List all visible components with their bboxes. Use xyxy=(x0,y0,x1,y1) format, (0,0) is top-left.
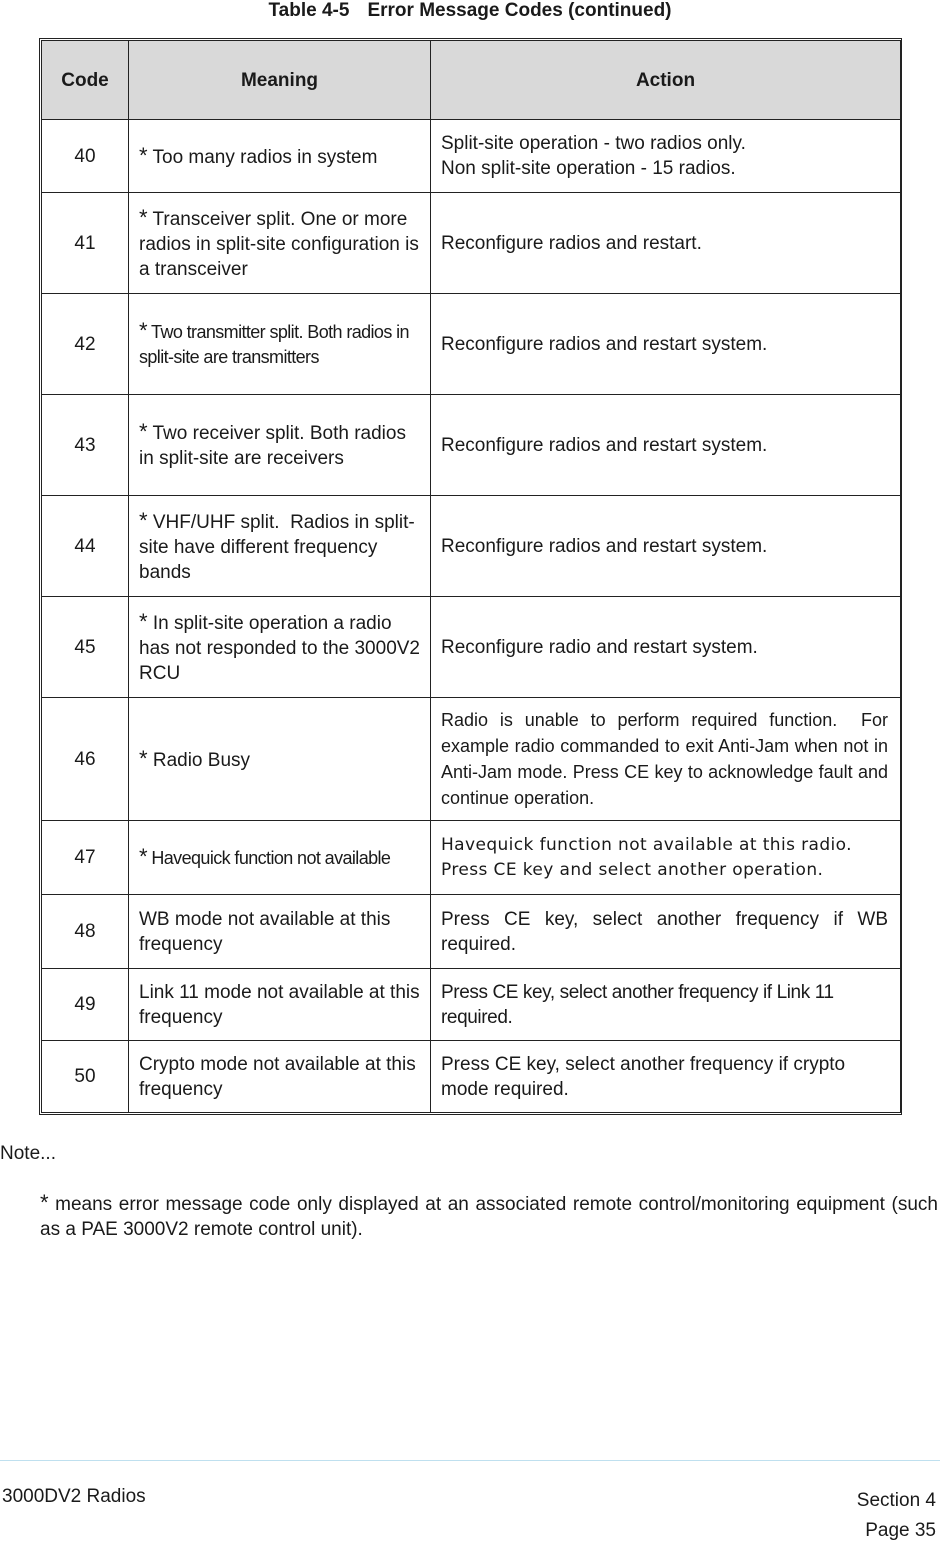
asterisk-marker: * xyxy=(139,608,148,634)
asterisk-marker: * xyxy=(139,419,148,444)
header-action: Action xyxy=(431,41,901,120)
meaning-cell xyxy=(129,698,431,821)
code-cell: 49 xyxy=(42,969,129,1041)
action-cell xyxy=(431,821,901,895)
action-line: Split-site operation - two radios only. xyxy=(441,133,746,154)
meaning-cell xyxy=(129,395,431,496)
meaning-text: Two transmitter split. Both radios in split-site are transmitters xyxy=(139,322,409,367)
error-codes-table-frame xyxy=(39,38,902,1115)
table-caption: Error Message Codes (continued) xyxy=(367,0,672,21)
note-body: means error message code only displayed at an associated remote control/monitoring equipment (such as a PAE 3000V2 remote control unit). xyxy=(40,1194,938,1240)
note-text xyxy=(40,1190,938,1242)
action-cell xyxy=(431,969,901,1041)
asterisk-marker: * xyxy=(139,318,147,343)
action-cell xyxy=(431,496,901,597)
code-cell: 44 xyxy=(42,496,129,597)
asterisk-marker: * xyxy=(139,142,148,168)
meaning-text: Radio Busy xyxy=(152,749,251,771)
code-cell: 45 xyxy=(42,597,129,698)
table-row xyxy=(42,969,901,1041)
table-row xyxy=(42,120,901,193)
meaning-cell xyxy=(129,895,431,969)
action-cell xyxy=(431,698,901,821)
meaning-text: Too many radios in system xyxy=(152,146,378,168)
meaning-text: In split-site operation a radio has not responded to the 3000V2 RCU xyxy=(139,612,421,684)
action-line: Press CE key, select another frequency if crypto mode required. xyxy=(441,1053,846,1100)
action-line: Reconfigure radios and restart system. xyxy=(441,535,768,557)
meaning-text: Havequick function not available xyxy=(151,848,391,868)
code-cell: 42 xyxy=(42,294,129,395)
table-row xyxy=(42,597,901,698)
table-row xyxy=(42,698,901,821)
action-line: Radio is unable to perform required function. For example radio commanded to exit Anti-Jam when not in Anti-Jam mode. Press CE key to acknowledge fault and continue operation. xyxy=(441,710,894,808)
action-line: Reconfigure radios and restart. xyxy=(441,232,702,254)
code-cell: 41 xyxy=(42,193,129,294)
footer-divider xyxy=(0,1460,940,1461)
table-row xyxy=(42,821,901,895)
meaning-cell xyxy=(129,969,431,1041)
table-number: Table 4-5 xyxy=(268,0,350,21)
action-cell xyxy=(431,597,901,698)
asterisk-marker: * xyxy=(40,1190,49,1215)
asterisk-marker: * xyxy=(139,745,148,771)
asterisk-marker: * xyxy=(139,507,148,533)
meaning-cell xyxy=(129,294,431,395)
meaning-cell xyxy=(129,1041,431,1113)
footer-document-title: 3000DV2 Radios xyxy=(2,1486,146,1507)
action-cell xyxy=(431,120,901,193)
table-title xyxy=(0,0,940,22)
asterisk-marker: * xyxy=(139,844,147,869)
code-cell: 48 xyxy=(42,895,129,969)
note-label: Note... xyxy=(0,1143,56,1164)
meaning-cell xyxy=(129,597,431,698)
action-line: Reconfigure radios and restart system. xyxy=(441,434,768,456)
table-row xyxy=(42,1041,901,1113)
meaning-text: Transceiver split. One or more radios in split-site configuration is a transceiver xyxy=(139,208,419,280)
table-row xyxy=(42,294,901,395)
code-cell: 40 xyxy=(42,120,129,193)
action-line: Havequick function not available at this radio. xyxy=(441,834,852,855)
action-cell xyxy=(431,895,901,969)
action-line: Press CE key, select another frequency if Link 11 required. xyxy=(441,981,834,1028)
action-cell xyxy=(431,193,901,294)
meaning-text: Link 11 mode not available at this frequency xyxy=(139,981,420,1028)
header-meaning: Meaning xyxy=(129,41,431,120)
table-row xyxy=(42,193,901,294)
action-cell xyxy=(431,395,901,496)
code-cell: 50 xyxy=(42,1041,129,1113)
meaning-cell xyxy=(129,496,431,597)
action-line: Reconfigure radios and restart system. xyxy=(441,333,768,355)
meaning-text: VHF/UHF split. Radios in split-site have different frequency bands xyxy=(139,511,415,583)
code-cell: 47 xyxy=(42,821,129,895)
meaning-cell xyxy=(129,120,431,193)
action-cell xyxy=(431,1041,901,1113)
action-cell xyxy=(431,294,901,395)
meaning-cell xyxy=(129,821,431,895)
header-code: Code xyxy=(42,41,129,120)
action-line: Non split-site operation - 15 radios. xyxy=(441,158,736,179)
meaning-cell xyxy=(129,193,431,294)
code-cell: 46 xyxy=(42,698,129,821)
action-line: Press CE key and select another operation. xyxy=(441,859,824,880)
meaning-text: Two receiver split. Both radios in split-site are receivers xyxy=(139,423,406,469)
action-line: Press CE key, select another frequency if WB required. xyxy=(441,908,888,955)
table-row xyxy=(42,395,901,496)
error-codes-table xyxy=(41,40,901,1113)
footer-page-number: Page 35 xyxy=(865,1520,936,1541)
footer-section: Section 4 xyxy=(856,1490,936,1511)
action-line: Reconfigure radio and restart system. xyxy=(441,636,758,658)
table-row xyxy=(42,496,901,597)
meaning-text: Crypto mode not available at this frequency xyxy=(139,1053,416,1100)
footer-section-info xyxy=(857,1486,936,1546)
table-row xyxy=(42,895,901,969)
meaning-text: WB mode not available at this frequency xyxy=(139,908,391,955)
table-header-row xyxy=(42,41,901,120)
asterisk-marker: * xyxy=(139,204,148,230)
code-cell: 43 xyxy=(42,395,129,496)
